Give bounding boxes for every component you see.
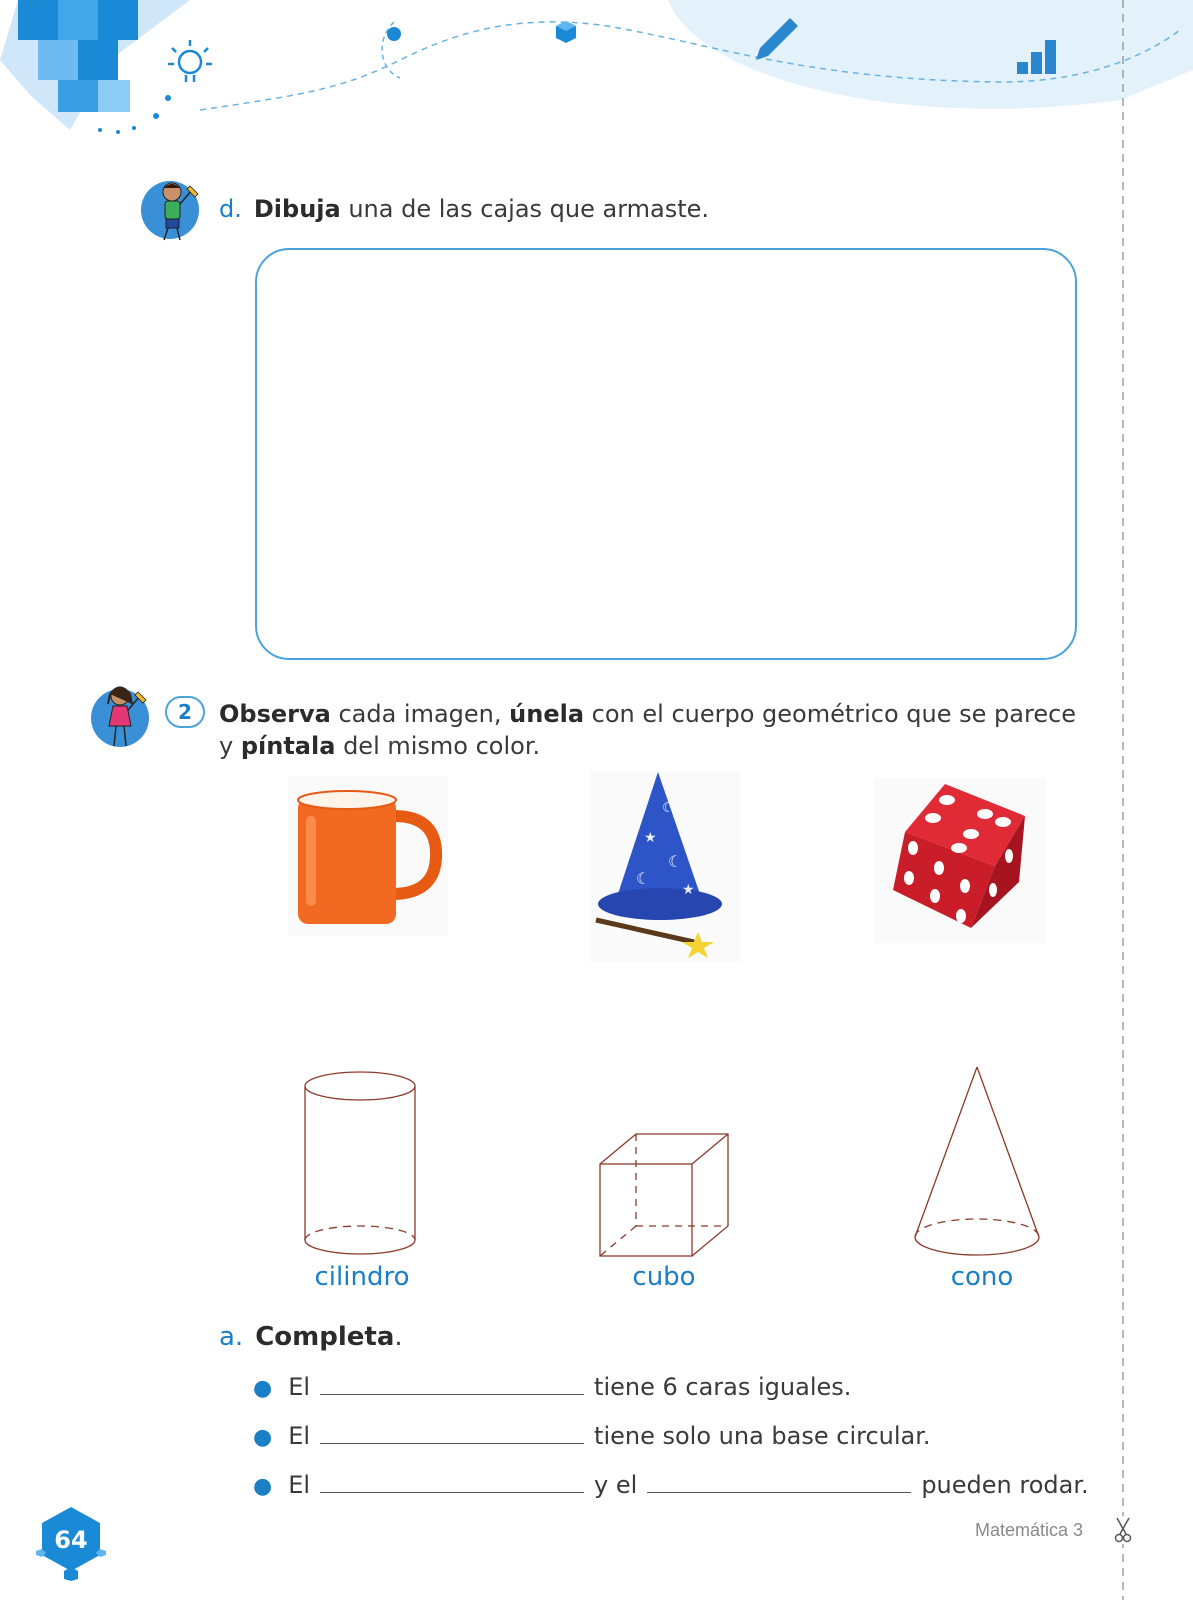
cube-label: cubo (632, 1262, 696, 1292)
row-start: El (288, 1373, 311, 1401)
item-d-instruction (219, 195, 709, 223)
bullet-icon: ● (253, 1474, 273, 1499)
instruction-verb: Dibuja (253, 195, 341, 223)
lightbulb-icon (168, 40, 212, 82)
heading-period: . (394, 1322, 403, 1352)
svg-text:★: ★ (682, 882, 695, 898)
mug-image[interactable] (288, 776, 448, 936)
page-number: 64 (54, 1526, 88, 1554)
answer-blank[interactable] (320, 1470, 584, 1493)
svg-text:☾: ☾ (636, 869, 651, 888)
cylinder-label: cilindro (314, 1262, 410, 1292)
wizard-hat-image[interactable] (590, 772, 740, 962)
fill-in-row (253, 1421, 931, 1450)
row-end: tiene solo una base circular. (594, 1422, 931, 1450)
page-number-badge (34, 1505, 108, 1581)
answer-blank[interactable] (320, 1372, 584, 1395)
answer-blank[interactable] (647, 1470, 911, 1493)
answer-blank[interactable] (320, 1421, 584, 1444)
cube-icon (556, 21, 576, 43)
cubes-graphic (0, 0, 190, 130)
boy-avatar-icon (140, 176, 202, 242)
instruction-text: cada imagen, (330, 700, 510, 728)
bullet-icon: ● (253, 1425, 273, 1450)
cube-solid[interactable] (598, 1132, 730, 1260)
die-image[interactable] (875, 778, 1045, 943)
instruction-text: con el cuerpo geométrico que se parece y (219, 700, 1077, 760)
row-start: El (288, 1422, 311, 1450)
row-end: tiene 6 caras iguales. (594, 1373, 852, 1401)
row-end: pueden rodar. (921, 1471, 1089, 1499)
item-letter: d. (219, 195, 242, 223)
verb-unela: únela (509, 700, 585, 728)
exercise-2-instruction (219, 698, 1079, 762)
item-letter: a. (219, 1322, 244, 1352)
girl-avatar-icon (90, 680, 152, 750)
verb-observa: Observa (219, 700, 331, 728)
cone-solid[interactable] (912, 1065, 1042, 1260)
cut-line (1122, 0, 1124, 1600)
drawing-box[interactable] (255, 248, 1077, 660)
item-a-heading (219, 1322, 403, 1352)
header-decoration (0, 0, 1193, 150)
book-title: Matemática 3 (975, 1520, 1084, 1540)
fill-in-row (253, 1372, 851, 1401)
cylinder-solid[interactable] (300, 1070, 420, 1260)
scissors-icon (1114, 1516, 1132, 1544)
row-middle: y el (594, 1471, 638, 1499)
fill-in-row (253, 1470, 1089, 1499)
completa-verb: Completa (255, 1322, 395, 1352)
svg-text:★: ★ (644, 830, 657, 846)
instruction-text: del mismo color. (335, 732, 541, 760)
instruction-text: una de las cajas que armaste. (340, 195, 710, 223)
cone-label: cono (950, 1262, 1014, 1292)
svg-text:☾: ☾ (662, 800, 675, 816)
row-start: El (288, 1471, 311, 1499)
exercise-number-badge: 2 (165, 696, 205, 728)
verb-pintala: píntala (240, 732, 336, 760)
bullet-icon: ● (253, 1376, 273, 1401)
svg-text:☾: ☾ (668, 852, 683, 871)
